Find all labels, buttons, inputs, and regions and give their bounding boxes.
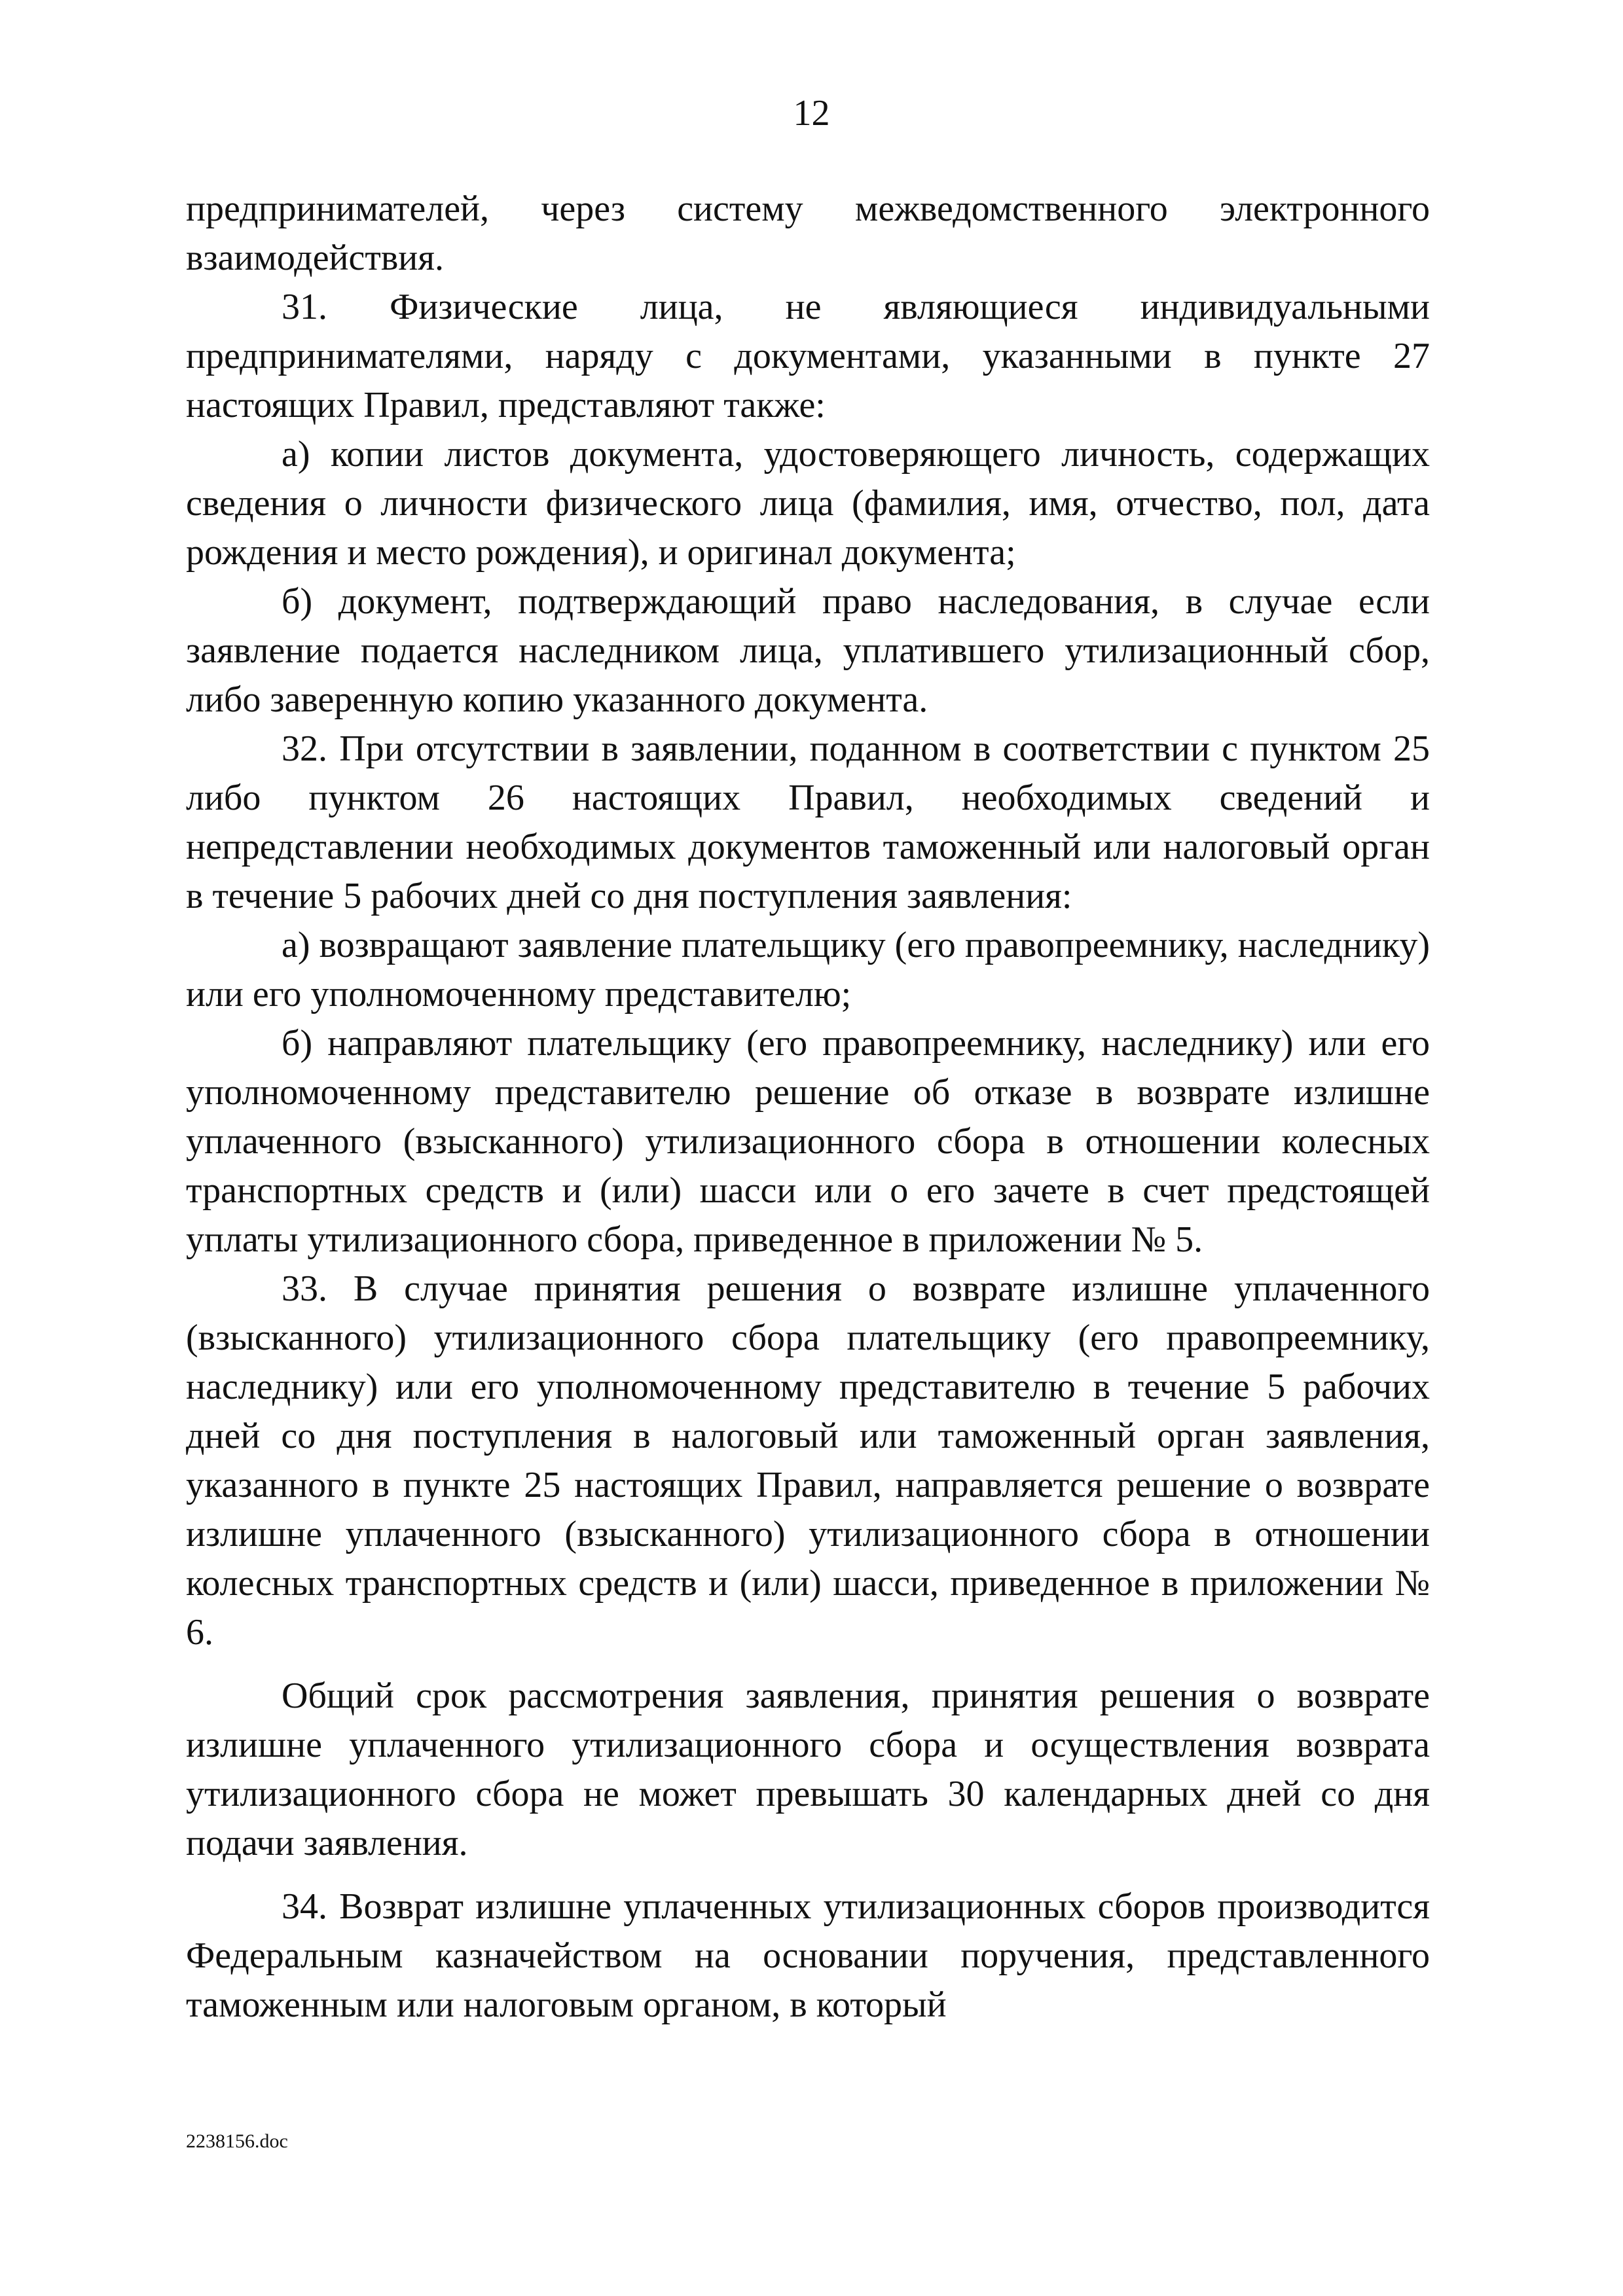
footer-file-name: 2238156.doc xyxy=(186,2130,288,2152)
paragraph-31-b: б) документ, подтверждающий право наследования, в случае если заявление подается наследником лица, уплатившего утилизационный сбор, либо заверенную копию указанного документа. xyxy=(186,581,1430,720)
page-number: 12 xyxy=(793,93,830,134)
paragraph-continuation: предпринимателей, через систему межведомственного электронного взаимодействия. xyxy=(186,188,1430,278)
paragraph-31: 31. Физические лица, не являющиеся индивидуальными предпринимателями, наряду с документами, указанными в пункте 27 настоящих Правил, представляют также: xyxy=(186,287,1430,425)
paragraph-34: 34. Возврат излишне уплаченных утилизационных сборов производится Федеральным казначейством на основании поручения, представленного таможенным или налоговым органом, в который xyxy=(186,1886,1430,2025)
paragraph-33: 33. В случае принятия решения о возврате излишне уплаченного (взысканного) утилизационного сбора плательщику (его правопреемнику, наследнику) или его уполномоченному представителю в течение 5 рабочих дней со дня поступления в налоговый или таможенный орган заявления, указанного в пункте 25 настоящих Правил, направляется решение о возврате излишне уплаченного (взысканного) утилизационного сбора в отношении колесных транспортных средств и (или) шасси, приведенное в приложении № 6. xyxy=(186,1268,1430,1653)
paragraph-32: 32. При отсутствии в заявлении, поданном в соответствии с пунктом 25 либо пунктом 26 настоящих Правил, необходимых сведений и непредставлении необходимых документов таможенный или налоговый орган в течение 5 рабочих дней со дня поступления заявления: xyxy=(186,728,1430,916)
paragraph-32-a: а) возвращают заявление плательщику (его правопреемнику, наследнику) или его уполномоченному представителю; xyxy=(186,925,1430,1014)
paragraph-33-term: Общий срок рассмотрения заявления, принятия решения о возврате излишне уплаченного утилизационного сбора и осуществления возврата утилизационного сбора не может превышать 30 календарных дней со дня подачи заявления. xyxy=(186,1676,1430,1863)
paragraph-32-b: б) направляют плательщику (его правопреемнику, наследнику) или его уполномоченному представителю решение об отказе в возврате излишне уплаченного (взысканного) утилизационного сбора в отношении колесных транспортных средств и (или) шасси или о его зачете в счет предстоящей уплаты утилизационного сбора, приведенное в приложении № 5. xyxy=(186,1023,1430,1260)
paragraph-31-a: а) копии листов документа, удостоверяющего личность, содержащих сведения о личности физического лица (фамилия, имя, отчество, пол, дата рождения и место рождения), и оригинал документа; xyxy=(186,434,1430,573)
document-body xyxy=(186,185,1430,2030)
